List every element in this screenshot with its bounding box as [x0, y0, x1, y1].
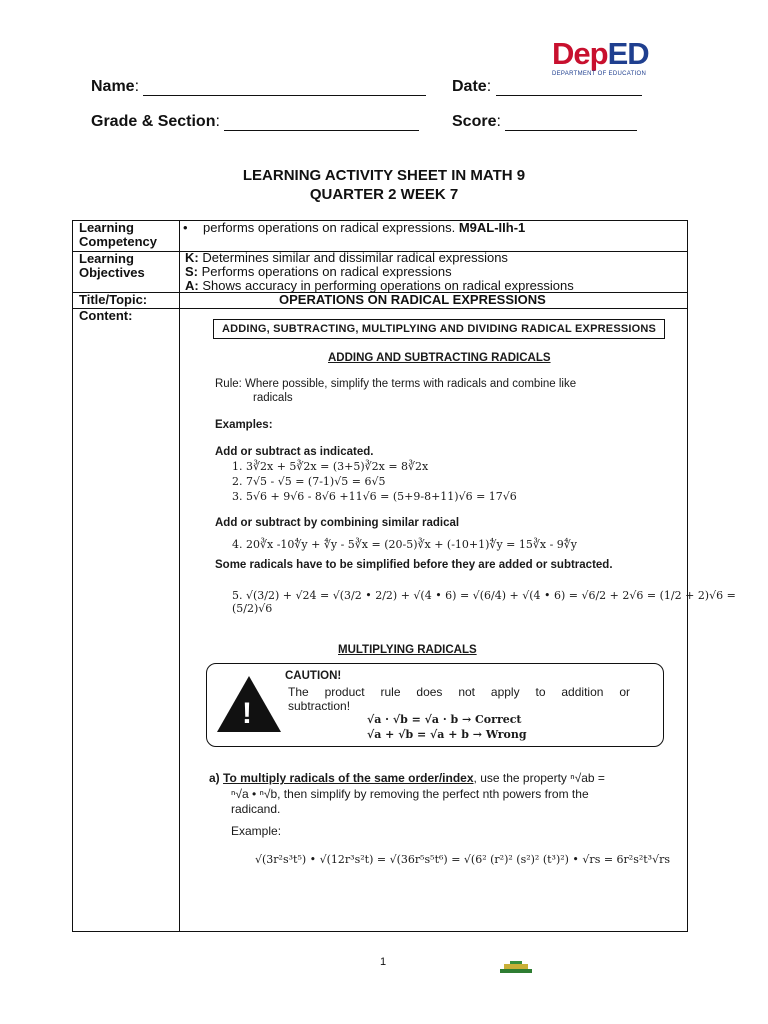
multiply-example-label: Example:	[231, 824, 282, 838]
competency-label: Learning Competency	[79, 220, 158, 249]
caution-wrong: √a + √b = √a + b → Wrong	[367, 728, 527, 741]
content-label: Content:	[79, 308, 133, 323]
section-multiplying: MULTIPLYING RADICALS	[338, 644, 477, 656]
logo-subtitle: DEPARTMENT OF EDUCATION	[552, 71, 647, 77]
rule-line1: Rule: Where possible, simplify the terms with radicals and combine like	[215, 378, 577, 390]
caution-line1: The product rule does not apply to addition or	[288, 685, 630, 699]
examples-label: Examples:	[215, 419, 273, 431]
similar-radical-label: Add or subtract by combining similar radical	[215, 517, 460, 529]
table-row-divider	[73, 308, 687, 309]
score-field: Score:	[452, 113, 637, 131]
date-blank[interactable]	[496, 81, 642, 96]
multiply-rule-line3: radicand.	[231, 802, 281, 816]
example-1: 1. 3∛2x + 5∛2x = (3+5)∛2x = 8∛2x	[232, 460, 429, 473]
grade-section-blank[interactable]	[224, 116, 419, 131]
competency-code: M9AL-IIh-1	[458, 220, 526, 235]
multiply-rule-line2: ⁿ√a • ⁿ√b, then simplify by removing the perfect nth powers from the	[231, 787, 589, 801]
section-adding-subtracting: ADDING AND SUBTRACTING RADICALS	[328, 352, 551, 364]
table-column-divider	[179, 221, 180, 931]
example-2: 2. 7√5 - √5 = (7-1)√5 = 6√5	[232, 475, 386, 488]
grade-section-field: Grade & Section:	[91, 113, 419, 131]
example-6: √(3r²s³t⁵) • √(12r³s²t) = √(36r⁵s⁵t⁶) = √(6² (r²)² (s²)² (t³)²) • √rs = 6r²s²t³√rs	[255, 853, 671, 866]
deped-logo	[552, 38, 680, 82]
simplify-note: Some radicals have to be simplified before they are added or subtracted.	[215, 559, 613, 571]
score-blank[interactable]	[505, 116, 637, 131]
topic-text: OPERATIONS ON RADICAL EXPRESSIONS	[279, 292, 546, 307]
page-number: 1	[380, 956, 387, 968]
sheet-subtitle: QUARTER 2 WEEK 7	[309, 186, 459, 203]
multiply-rule-line1: a) To multiply radicals of the same order/index, use the property ⁿ√ab =	[209, 771, 605, 785]
objective-s: S: Performs operations on radical expressions	[185, 264, 452, 279]
score-label: Score	[452, 113, 497, 130]
exclamation-mark: !	[242, 697, 252, 730]
objective-k: K: Determines similar and dissimilar radical expressions	[185, 250, 508, 265]
example-5: 5. √(3/2) + √24 = √(3/2 • 2/2) + √(4 • 6) = √(6/4) + √(4 • 6) = √6/2 + 2√6 = (1/2 + 2)√6 = (5/2)√6	[232, 589, 736, 615]
competency-text: • performs operations on radical expressions. M9AL-IIh-1	[183, 220, 526, 235]
content-box-title: ADDING, SUBTRACTING, MULTIPLYING AND DIVIDING RADICAL EXPRESSIONS	[213, 319, 665, 339]
footer-logo-graphic	[499, 960, 533, 974]
objectives-label: Learning Objectives	[79, 251, 145, 280]
competency-description: performs operations on radical expressions.	[203, 220, 456, 235]
rule-line2: radicals	[253, 392, 293, 404]
caution-line2: subtraction!	[288, 699, 351, 713]
objectives-list	[185, 251, 685, 293]
grade-section-label: Grade & Section	[91, 113, 216, 130]
topic-label: Title/Topic:	[79, 292, 148, 307]
example-3: 3. 5√6 + 9√6 - 8√6 +11√6 = (5+9-8+11)√6 = 17√6	[232, 490, 517, 503]
logo-ed: ED	[607, 36, 649, 71]
caution-title: CAUTION!	[285, 670, 342, 682]
logo-dep: Dep	[552, 36, 608, 71]
objective-a: A: Shows accuracy in performing operations on radical expressions	[185, 278, 574, 293]
sheet-title: LEARNING ACTIVITY SHEET IN MATH 9	[242, 167, 526, 184]
caution-box	[206, 663, 664, 747]
example-4: 4. 20∛x -10∜y + ∜y - 5∛x = (20-5)∛x + (-10+1)∜y = 15∛x - 9∜y	[232, 538, 578, 551]
footer-logo-icon	[499, 960, 533, 974]
date-label: Date	[452, 78, 487, 95]
name-label: Name	[91, 78, 135, 95]
date-field: Date:	[452, 78, 642, 96]
caution-correct: √a · √b = √a · b → Correct	[367, 713, 522, 726]
name-blank[interactable]	[143, 81, 426, 96]
add-subtract-label: Add or subtract as indicated.	[215, 446, 374, 458]
name-field: Name:	[91, 78, 426, 96]
